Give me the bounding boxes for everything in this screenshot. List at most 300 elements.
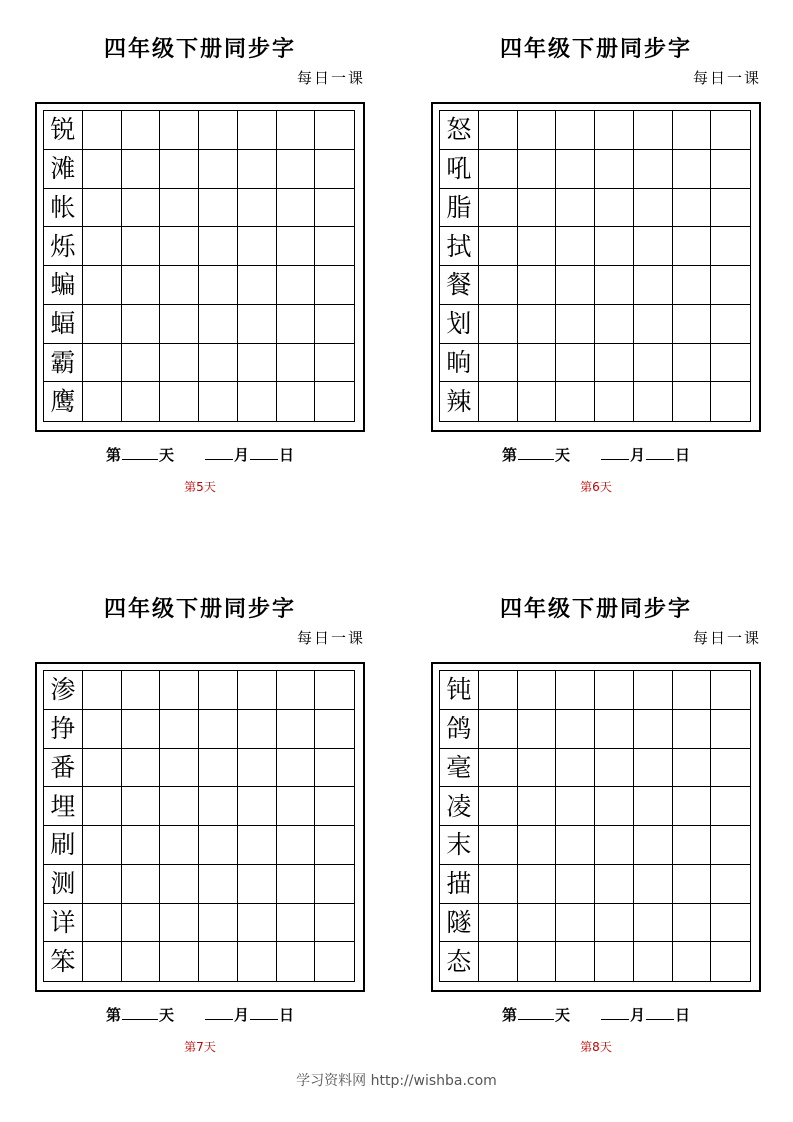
writing-cell[interactable] [556,189,595,228]
writing-cell[interactable] [711,865,750,904]
model-character: 划 [440,305,479,344]
writing-cell[interactable] [595,904,634,943]
writing-cell[interactable] [556,710,595,749]
model-character: 隧 [440,904,479,943]
writing-cell[interactable] [711,749,750,788]
writing-cell[interactable] [277,749,316,788]
writing-cell[interactable] [122,305,161,344]
practice-grid-frame [431,662,761,992]
model-character: 测 [44,865,83,904]
writing-cell[interactable] [595,671,634,710]
writing-cell[interactable] [83,787,122,826]
day-label: 第8天 [580,1040,612,1054]
writing-cell[interactable] [315,787,354,826]
writing-cell[interactable] [122,344,161,383]
model-character: 烁 [44,227,83,266]
writing-cell[interactable] [479,671,518,710]
writing-cell[interactable] [160,942,199,981]
worksheet-card-2 [431,32,761,494]
writing-cell[interactable] [518,671,557,710]
writing-cell[interactable] [160,787,199,826]
writing-cell[interactable] [238,344,277,383]
writing-cell[interactable] [673,749,712,788]
writing-cell[interactable] [122,826,161,865]
writing-cell[interactable] [479,227,518,266]
writing-cell[interactable] [199,826,238,865]
writing-cell[interactable] [673,904,712,943]
day-number-blank[interactable] [122,445,158,460]
writing-cell[interactable] [634,111,673,150]
day-number-blank[interactable] [518,1005,554,1020]
writing-cell[interactable] [479,865,518,904]
writing-cell[interactable] [595,305,634,344]
month-word: 月 [630,446,646,464]
day-word: 天 [554,1006,570,1024]
card-title: 四年级下册同步字 [103,36,296,62]
writing-cell[interactable] [199,189,238,228]
writing-cell[interactable] [199,671,238,710]
writing-cell[interactable] [556,111,595,150]
practice-grid-frame [431,102,761,432]
model-character: 详 [44,904,83,943]
writing-cell[interactable] [518,942,557,981]
writing-cell[interactable] [277,189,316,228]
writing-cell[interactable] [238,865,277,904]
writing-cell[interactable] [634,305,673,344]
writing-cell[interactable] [518,150,557,189]
date-blank[interactable] [646,1005,674,1020]
writing-cell[interactable] [199,111,238,150]
practice-grid [439,670,751,982]
writing-cell[interactable] [238,942,277,981]
writing-cell[interactable] [238,710,277,749]
writing-cell[interactable] [238,904,277,943]
writing-cell[interactable] [518,227,557,266]
practice-grid-frame [35,102,365,432]
writing-cell[interactable] [634,150,673,189]
writing-cell[interactable] [160,904,199,943]
model-character: 吼 [440,150,479,189]
writing-cell[interactable] [711,710,750,749]
writing-cell[interactable] [122,266,161,305]
day-prefix: 第 [501,1006,517,1024]
writing-cell[interactable] [238,749,277,788]
card-title: 四年级下册同步字 [103,596,296,622]
writing-cell[interactable] [83,671,122,710]
model-character: 番 [44,749,83,788]
writing-cell[interactable] [479,942,518,981]
model-character: 钝 [440,671,479,710]
writing-cell[interactable] [711,266,750,305]
writing-cell[interactable] [277,904,316,943]
writing-cell[interactable] [122,865,161,904]
date-blank[interactable] [250,445,278,460]
writing-cell[interactable] [634,344,673,383]
day-number-blank[interactable] [518,445,554,460]
writing-cell[interactable] [595,344,634,383]
writing-cell[interactable] [238,150,277,189]
writing-cell[interactable] [122,189,161,228]
month-blank[interactable] [205,445,233,460]
writing-cell[interactable] [277,787,316,826]
writing-cell[interactable] [238,671,277,710]
writing-cell[interactable] [595,865,634,904]
writing-cell[interactable] [315,826,354,865]
writing-cell[interactable] [711,344,750,383]
writing-cell[interactable] [673,227,712,266]
writing-cell[interactable] [277,111,316,150]
writing-cell[interactable] [160,150,199,189]
writing-cell[interactable] [122,227,161,266]
writing-cell[interactable] [634,787,673,826]
writing-cell[interactable] [634,671,673,710]
writing-cell[interactable] [238,305,277,344]
model-character: 凌 [440,787,479,826]
writing-cell[interactable] [277,382,316,421]
writing-cell[interactable] [160,344,199,383]
writing-cell[interactable] [83,150,122,189]
writing-cell[interactable] [160,865,199,904]
writing-cell[interactable] [315,227,354,266]
writing-cell[interactable] [479,189,518,228]
date-word: 日 [675,1006,691,1024]
writing-cell[interactable] [556,227,595,266]
writing-cell[interactable] [595,382,634,421]
month-word: 月 [234,1006,250,1024]
writing-cell[interactable] [160,111,199,150]
writing-cell[interactable] [479,826,518,865]
writing-cell[interactable] [556,904,595,943]
writing-cell[interactable] [277,942,316,981]
writing-cell[interactable] [277,150,316,189]
writing-cell[interactable] [83,344,122,383]
day-number-blank[interactable] [122,1005,158,1020]
practice-grid [43,110,355,422]
writing-cell[interactable] [83,111,122,150]
writing-cell[interactable] [160,710,199,749]
writing-cell[interactable] [518,111,557,150]
card-subtitle: 每日一课 [692,69,761,87]
writing-cell[interactable] [83,227,122,266]
writing-cell[interactable] [83,942,122,981]
writing-cell[interactable] [83,826,122,865]
writing-cell[interactable] [518,787,557,826]
model-character: 描 [440,865,479,904]
writing-cell[interactable] [556,826,595,865]
writing-cell[interactable] [315,865,354,904]
day-word: 天 [158,1006,174,1024]
writing-cell[interactable] [634,749,673,788]
writing-cell[interactable] [556,749,595,788]
writing-cell[interactable] [199,787,238,826]
date-word: 日 [279,1006,295,1024]
writing-cell[interactable] [711,942,750,981]
writing-cell[interactable] [277,344,316,383]
writing-cell[interactable] [634,266,673,305]
model-character: 渗 [44,671,83,710]
writing-cell[interactable] [122,787,161,826]
writing-cell[interactable] [634,189,673,228]
writing-cell[interactable] [518,382,557,421]
writing-cell[interactable] [556,266,595,305]
date-blank[interactable] [250,1005,278,1020]
model-character: 霸 [44,344,83,383]
writing-cell[interactable] [556,865,595,904]
writing-cell[interactable] [199,344,238,383]
writing-cell[interactable] [634,710,673,749]
writing-cell[interactable] [711,826,750,865]
month-blank[interactable] [205,1005,233,1020]
writing-cell[interactable] [199,305,238,344]
card-subtitle: 每日一课 [692,629,761,647]
writing-cell[interactable] [315,671,354,710]
writing-cell[interactable] [634,904,673,943]
writing-cell[interactable] [277,305,316,344]
writing-cell[interactable] [83,904,122,943]
writing-cell[interactable] [160,749,199,788]
writing-cell[interactable] [315,111,354,150]
writing-cell[interactable] [83,710,122,749]
card-subtitle: 每日一课 [296,629,365,647]
worksheet-card-4 [431,592,761,1054]
writing-cell[interactable] [518,710,557,749]
writing-cell[interactable] [479,150,518,189]
writing-cell[interactable] [673,382,712,421]
writing-cell[interactable] [673,710,712,749]
writing-cell[interactable] [199,904,238,943]
writing-cell[interactable] [122,111,161,150]
writing-cell[interactable] [315,150,354,189]
writing-cell[interactable] [518,305,557,344]
writing-cell[interactable] [518,344,557,383]
date-word: 日 [675,446,691,464]
writing-cell[interactable] [277,227,316,266]
writing-cell[interactable] [122,382,161,421]
writing-cell[interactable] [315,344,354,383]
writing-cell[interactable] [711,671,750,710]
practice-grid [439,110,751,422]
writing-cell[interactable] [518,749,557,788]
writing-cell[interactable] [556,787,595,826]
date-blank[interactable] [646,445,674,460]
model-character: 脂 [440,189,479,228]
writing-cell[interactable] [122,671,161,710]
writing-cell[interactable] [518,266,557,305]
writing-cell[interactable] [277,671,316,710]
writing-cell[interactable] [315,382,354,421]
writing-cell[interactable] [199,266,238,305]
writing-cell[interactable] [595,942,634,981]
writing-cell[interactable] [595,150,634,189]
model-character: 态 [440,942,479,981]
writing-cell[interactable] [199,382,238,421]
writing-cell[interactable] [634,227,673,266]
writing-cell[interactable] [595,111,634,150]
model-character: 鸽 [440,710,479,749]
writing-cell[interactable] [673,305,712,344]
card-title: 四年级下册同步字 [499,596,692,622]
date-line [35,1005,365,1025]
writing-cell[interactable] [315,710,354,749]
writing-cell[interactable] [479,787,518,826]
writing-cell[interactable] [238,189,277,228]
writing-cell[interactable] [479,382,518,421]
writing-cell[interactable] [673,865,712,904]
month-blank[interactable] [601,1005,629,1020]
writing-cell[interactable] [518,189,557,228]
worksheet-card-1 [35,32,365,494]
writing-cell[interactable] [673,150,712,189]
writing-cell[interactable] [518,826,557,865]
writing-cell[interactable] [479,266,518,305]
day-label: 第5天 [184,480,216,494]
model-character: 锐 [44,111,83,150]
writing-cell[interactable] [595,189,634,228]
writing-cell[interactable] [315,305,354,344]
month-word: 月 [630,1006,646,1024]
writing-cell[interactable] [315,266,354,305]
writing-cell[interactable] [160,305,199,344]
writing-cell[interactable] [711,904,750,943]
writing-cell[interactable] [479,710,518,749]
writing-cell[interactable] [83,189,122,228]
writing-cell[interactable] [160,227,199,266]
writing-cell[interactable] [277,710,316,749]
writing-cell[interactable] [122,150,161,189]
day-prefix: 第 [501,446,517,464]
writing-cell[interactable] [711,150,750,189]
writing-cell[interactable] [711,305,750,344]
writing-cell[interactable] [479,749,518,788]
writing-cell[interactable] [595,787,634,826]
writing-cell[interactable] [238,826,277,865]
worksheet-card-3 [35,592,365,1054]
writing-cell[interactable] [595,710,634,749]
writing-cell[interactable] [711,189,750,228]
writing-cell[interactable] [315,749,354,788]
writing-cell[interactable] [83,382,122,421]
writing-cell[interactable] [556,942,595,981]
writing-cell[interactable] [83,749,122,788]
model-character: 笨 [44,942,83,981]
writing-cell[interactable] [479,904,518,943]
writing-cell[interactable] [238,382,277,421]
card-subtitle: 每日一课 [296,69,365,87]
date-line [431,1005,761,1025]
writing-cell[interactable] [238,787,277,826]
day-label: 第6天 [580,480,612,494]
date-word: 日 [279,446,295,464]
writing-cell[interactable] [238,111,277,150]
writing-cell[interactable] [238,227,277,266]
day-label: 第7天 [184,1040,216,1054]
writing-cell[interactable] [277,826,316,865]
day-word: 天 [554,446,570,464]
writing-cell[interactable] [315,904,354,943]
writing-cell[interactable] [556,305,595,344]
writing-cell[interactable] [634,826,673,865]
writing-cell[interactable] [518,865,557,904]
writing-cell[interactable] [518,904,557,943]
writing-cell[interactable] [556,150,595,189]
writing-cell[interactable] [160,266,199,305]
writing-cell[interactable] [199,865,238,904]
date-line [35,445,365,465]
writing-cell[interactable] [277,266,316,305]
writing-cell[interactable] [711,227,750,266]
month-blank[interactable] [601,445,629,460]
writing-cell[interactable] [122,749,161,788]
writing-cell[interactable] [479,305,518,344]
model-character: 末 [440,826,479,865]
writing-cell[interactable] [595,266,634,305]
writing-cell[interactable] [673,826,712,865]
writing-cell[interactable] [479,111,518,150]
writing-cell[interactable] [711,111,750,150]
writing-cell[interactable] [199,749,238,788]
model-character: 刷 [44,826,83,865]
day-word: 天 [158,446,174,464]
writing-cell[interactable] [83,305,122,344]
writing-cell[interactable] [595,227,634,266]
writing-cell[interactable] [711,787,750,826]
writing-cell[interactable] [277,865,316,904]
model-character: 挣 [44,710,83,749]
writing-cell[interactable] [238,266,277,305]
writing-cell[interactable] [160,382,199,421]
writing-cell[interactable] [673,671,712,710]
writing-cell[interactable] [199,710,238,749]
writing-cell[interactable] [634,942,673,981]
model-character: 怒 [440,111,479,150]
model-character: 餐 [440,266,479,305]
writing-cell[interactable] [83,865,122,904]
writing-cell[interactable] [673,266,712,305]
writing-cell[interactable] [673,344,712,383]
writing-cell[interactable] [315,942,354,981]
writing-cell[interactable] [315,189,354,228]
writing-cell[interactable] [711,382,750,421]
writing-cell[interactable] [556,671,595,710]
writing-cell[interactable] [160,189,199,228]
model-character: 帐 [44,189,83,228]
writing-cell[interactable] [556,344,595,383]
writing-cell[interactable] [595,749,634,788]
writing-cell[interactable] [160,826,199,865]
writing-cell[interactable] [673,787,712,826]
card-title: 四年级下册同步字 [499,36,692,62]
writing-cell[interactable] [83,266,122,305]
writing-cell[interactable] [673,189,712,228]
model-character: 滩 [44,150,83,189]
writing-cell[interactable] [122,942,161,981]
writing-cell[interactable] [122,904,161,943]
writing-cell[interactable] [556,382,595,421]
writing-cell[interactable] [595,826,634,865]
writing-cell[interactable] [634,865,673,904]
writing-cell[interactable] [122,710,161,749]
writing-cell[interactable] [160,671,199,710]
writing-cell[interactable] [199,150,238,189]
writing-cell[interactable] [634,382,673,421]
writing-cell[interactable] [199,942,238,981]
date-line [431,445,761,465]
writing-cell[interactable] [199,227,238,266]
writing-cell[interactable] [479,344,518,383]
writing-cell[interactable] [673,111,712,150]
writing-cell[interactable] [673,942,712,981]
model-character: 蝙 [44,266,83,305]
